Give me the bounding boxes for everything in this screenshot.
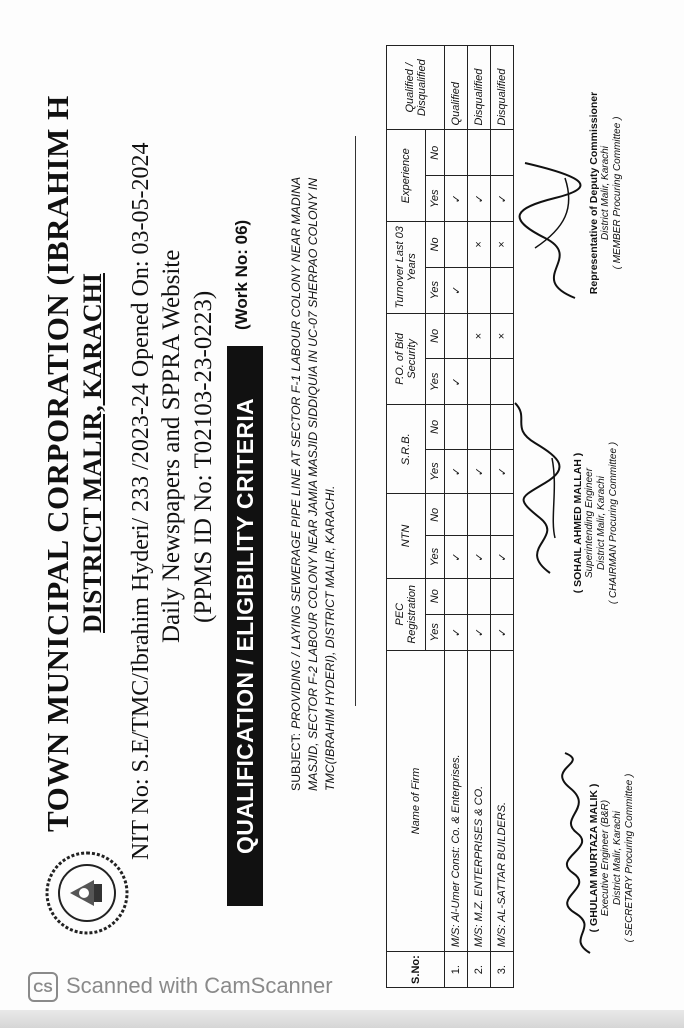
signatory-secretary xyxy=(588,743,636,973)
cell-srb-no xyxy=(445,405,468,450)
cell-po-yes xyxy=(468,359,491,405)
cell-turnover-no: × xyxy=(491,222,514,268)
cell-pec-yes: ✓ xyxy=(491,614,514,650)
camscanner-logo-icon: CS xyxy=(28,972,58,1002)
watermark-text: Scanned with CamScanner xyxy=(66,972,333,998)
cell-turnover-yes xyxy=(468,267,491,313)
header-yes: Yes xyxy=(426,176,445,222)
subject-label: SUBJECT: xyxy=(289,732,303,791)
daily-newspapers-line: Daily Newspapers and SPPRA Website xyxy=(158,249,185,643)
header-ntn: NTN xyxy=(387,494,426,578)
cell-ntn-no xyxy=(468,494,491,536)
cell-po-no xyxy=(445,313,468,359)
header-no: No xyxy=(426,130,445,176)
ppms-id-line: (PPMS ID No: T02103-23-0223) xyxy=(190,290,217,623)
table-row xyxy=(445,46,468,988)
table-row xyxy=(468,46,491,988)
signatory-district: District Malir, Karachi xyxy=(600,146,611,240)
cell-turnover-no xyxy=(445,222,468,268)
cell-pec-yes: ✓ xyxy=(468,614,491,650)
header-po: P.O. of Bid Security xyxy=(387,313,426,405)
cell-pec-no xyxy=(491,578,514,614)
camscanner-watermark xyxy=(28,972,333,1002)
header-srb: S.R.B. xyxy=(387,405,426,494)
cell-pec-no xyxy=(468,578,491,614)
signatory-district: District Malir, Karachi xyxy=(612,811,623,905)
cell-sno: 3. xyxy=(491,952,514,988)
signatory-role: ( CHAIRMAN Procuring Committee ) xyxy=(608,441,619,605)
header-no: No xyxy=(426,405,445,450)
district-title: DISTRICT MALIR, KARACHI xyxy=(78,273,107,633)
cell-ntn-yes: ✓ xyxy=(491,536,514,578)
nit-line: NIT No: S.E/TMC/Ibrahim Hyderi/ 233 /2023-24 Opened On: 03-05-2024 xyxy=(128,142,154,860)
cell-po-no: × xyxy=(491,313,514,359)
cell-experience-yes: ✓ xyxy=(491,176,514,222)
signatory-name: ( GHULAM MURTAZA MALIK ) xyxy=(588,783,600,933)
header-experience: Experience xyxy=(387,130,426,222)
header-yes: Yes xyxy=(426,359,445,405)
cell-pec-no xyxy=(445,578,468,614)
cell-srb-yes: ✓ xyxy=(491,449,514,494)
signatory-designation: Executive Engineer (B&R) xyxy=(600,799,611,917)
signatory-member xyxy=(588,63,624,323)
cell-srb-no xyxy=(468,405,491,450)
criteria-banner: QUALIFICATION / ELIGIBILITY CRITERIA xyxy=(227,346,263,906)
header-no: No xyxy=(426,578,445,614)
cell-experience-yes: ✓ xyxy=(445,176,468,222)
cell-turnover-no: × xyxy=(468,222,491,268)
header-yes: Yes xyxy=(426,536,445,578)
header-firm: Name of Firm xyxy=(387,650,445,951)
cell-firm: M/S: Al-Umer Const: Co. & Enterprises. xyxy=(445,650,468,951)
header-pec: PEC Registration xyxy=(387,578,426,650)
cell-srb-yes: ✓ xyxy=(445,449,468,494)
cell-po-no: × xyxy=(468,313,491,359)
cell-experience-yes: ✓ xyxy=(468,176,491,222)
signatory-chairman xyxy=(572,403,620,643)
cell-ntn-no xyxy=(445,494,468,536)
signatory-designation: Superintending Engineer xyxy=(584,467,595,579)
cell-ntn-yes: ✓ xyxy=(445,536,468,578)
eligibility-table xyxy=(386,45,514,988)
cell-status: Disqualified xyxy=(468,46,491,130)
cell-srb-yes: ✓ xyxy=(468,449,491,494)
cell-firm: M/S: M.Z. ENTERPRISES & CO. xyxy=(468,650,491,951)
header-qualified: Qualified / Disqualified xyxy=(387,46,445,130)
cell-firm: M/S: AL-SATTAR BUILDERS. xyxy=(491,650,514,951)
signatory-role: ( MEMBER Procuring Committee ) xyxy=(612,116,623,270)
cell-po-yes: ✓ xyxy=(445,359,468,405)
signatory-name: Representative of Deputy Commissioner xyxy=(588,91,600,295)
cell-ntn-yes: ✓ xyxy=(468,536,491,578)
header-yes: Yes xyxy=(426,449,445,494)
cell-status: Qualified xyxy=(445,46,468,130)
cell-experience-no xyxy=(468,130,491,176)
work-number: (Work No: 06) xyxy=(232,219,251,330)
subject-text: PROVIDING / LAYING SEWERAGE PIPE LINE AT SECTOR F-1 LABOUR COLONY NEAR MADINA MASJID, SECTOR F-2 LABOUR COLONY NEAR JAMIA MASJID SIDDIQUIA IN UC-07 SHERPAO COLONY IN TMC(IBRAHIM HYDERI), DISTRICT MALIR, KARACHI. xyxy=(289,177,337,791)
subject-divider xyxy=(355,136,356,706)
cell-experience-no xyxy=(445,130,468,176)
header-yes: Yes xyxy=(426,614,445,650)
header-no: No xyxy=(426,494,445,536)
signatory-district: District Malir, Karachi xyxy=(596,476,607,570)
cell-pec-yes: ✓ xyxy=(445,614,468,650)
municipal-emblem-icon xyxy=(44,850,130,936)
signatory-name: ( SOHAIL AHMED MALLAH ) xyxy=(572,452,584,594)
header-no: No xyxy=(426,313,445,359)
header-no: No xyxy=(426,222,445,268)
signatory-role: ( SECRETARY Procuring Committee ) xyxy=(624,773,635,943)
corporation-title: TOWN MUNICIPAL CORPORATION (IBRAHIM H xyxy=(40,95,75,832)
signature-member-icon xyxy=(505,158,595,308)
subject-block xyxy=(288,151,339,791)
signature-chairman-icon xyxy=(510,398,570,578)
header-turnover: Turnover Last 03 Years xyxy=(387,222,426,314)
header-sno: S.No: xyxy=(387,952,445,988)
header-yes: Yes xyxy=(426,267,445,313)
cell-status: Disqualified xyxy=(491,46,514,130)
page-bottom-edge xyxy=(0,1010,684,1028)
cell-sno: 1. xyxy=(445,952,468,988)
cell-turnover-yes: ✓ xyxy=(445,267,468,313)
cell-sno: 2. xyxy=(468,952,491,988)
